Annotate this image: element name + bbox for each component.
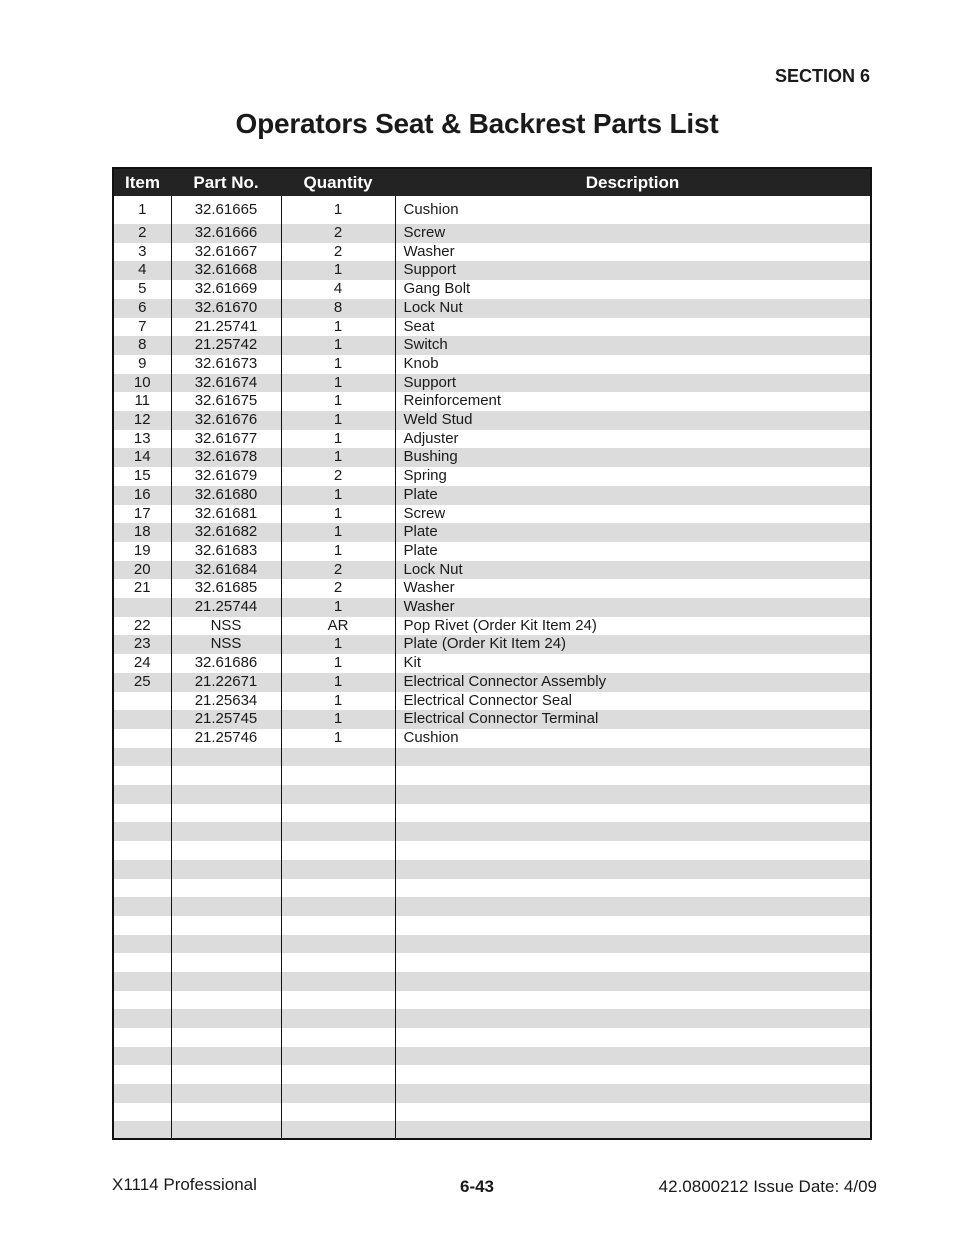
- item-cell: 4: [114, 261, 171, 280]
- empty-table-row: [114, 1065, 870, 1084]
- description-cell: [395, 748, 870, 767]
- quantity-cell: [281, 1121, 395, 1140]
- empty-table-row: [114, 822, 870, 841]
- table-row: [114, 261, 870, 280]
- description-cell: Plate: [395, 486, 870, 505]
- item-cell: 7: [138, 317, 147, 335]
- table-row: [114, 355, 870, 374]
- quantity-cell: [281, 879, 395, 898]
- quantity-cell: 1: [281, 336, 395, 355]
- column-header-description: Description: [395, 169, 870, 196]
- quantity-cell: [281, 860, 395, 879]
- part-number-cell: [171, 897, 281, 916]
- table-row: [114, 654, 870, 673]
- item-cell: [114, 710, 171, 729]
- description-cell: Plate: [395, 523, 870, 542]
- description-cell: [395, 879, 870, 898]
- quantity-cell: [281, 785, 395, 804]
- item-cell: [114, 860, 171, 879]
- description-cell: Pop Rivet (Order Kit Item 24): [395, 617, 870, 636]
- item-cell: 8: [114, 336, 171, 355]
- quantity-cell: [281, 841, 395, 860]
- item-cell: 25: [114, 673, 171, 692]
- table-row: [114, 224, 870, 243]
- quantity-cell: 2: [281, 467, 395, 486]
- description-cell: [395, 1047, 870, 1066]
- empty-table-row: [114, 1028, 870, 1047]
- table-row: [114, 729, 870, 748]
- table-row: [114, 692, 870, 711]
- empty-table-row: [114, 1103, 870, 1122]
- part-number-cell: 21.25744: [171, 598, 281, 617]
- table-row: [114, 598, 870, 617]
- item-cell: [114, 1121, 171, 1140]
- part-number-cell: 21.25745: [171, 710, 281, 729]
- description-cell: Support: [395, 261, 870, 280]
- description-cell: Reinforcement: [395, 392, 870, 411]
- item-cell: [114, 748, 171, 767]
- empty-table-row: [114, 1009, 870, 1028]
- table-row: [114, 673, 870, 692]
- part-number-cell: [171, 879, 281, 898]
- quantity-cell: 1: [281, 673, 395, 692]
- description-cell: Washer: [395, 243, 870, 262]
- item-cell: [114, 785, 171, 804]
- description-cell: [395, 897, 870, 916]
- description-cell: Bushing: [395, 448, 870, 467]
- quantity-cell: 1: [281, 635, 395, 654]
- quantity-cell: 1: [281, 598, 395, 617]
- part-number-cell: [171, 953, 281, 972]
- item-cell: [114, 935, 171, 954]
- part-number-cell: [171, 935, 281, 954]
- part-number-cell: [171, 1009, 281, 1028]
- quantity-cell: 1: [281, 542, 395, 561]
- empty-table-row: [114, 897, 870, 916]
- description-cell: Seat: [395, 318, 870, 337]
- quantity-cell: [281, 1047, 395, 1066]
- part-number-cell: [171, 916, 281, 935]
- empty-table-row: [114, 748, 870, 767]
- item-cell: 24: [133, 654, 151, 672]
- quantity-cell: [281, 935, 395, 954]
- quantity-cell: 1: [281, 692, 395, 711]
- description-cell: [395, 1103, 870, 1122]
- quantity-cell: 4: [281, 280, 395, 299]
- item-cell: 18: [114, 523, 171, 542]
- table-row: [114, 430, 870, 449]
- item-cell: [114, 972, 171, 991]
- item-cell: 20: [114, 561, 171, 580]
- item-cell: [114, 1084, 171, 1103]
- part-number-cell: [171, 972, 281, 991]
- quantity-cell: 1: [281, 355, 395, 374]
- part-number-cell: 32.61686: [171, 654, 281, 673]
- part-number-cell: [171, 1065, 281, 1084]
- description-cell: [395, 804, 870, 823]
- table-row: [114, 318, 870, 337]
- item-cell: [114, 1009, 171, 1028]
- section-label: SECTION 6: [774, 66, 870, 86]
- part-number-cell: 32.61683: [171, 542, 281, 561]
- quantity-cell: 1: [281, 505, 395, 524]
- quantity-cell: 2: [281, 224, 395, 243]
- quantity-cell: [281, 991, 395, 1010]
- empty-table-row: [114, 1047, 870, 1066]
- table-row: [114, 635, 870, 654]
- description-cell: Spring: [395, 467, 870, 486]
- item-cell: [114, 804, 171, 823]
- part-number-cell: 32.61682: [171, 523, 281, 542]
- quantity-cell: 1: [281, 710, 395, 729]
- item-cell: 22: [133, 616, 151, 634]
- item-cell: [114, 692, 171, 711]
- description-cell: [395, 972, 870, 991]
- description-cell: [395, 822, 870, 841]
- description-cell: [395, 1028, 870, 1047]
- item-cell: 13: [133, 429, 151, 447]
- part-number-cell: [171, 804, 281, 823]
- item-cell: [114, 598, 171, 617]
- empty-table-row: [114, 935, 870, 954]
- part-number-cell: [171, 1121, 281, 1140]
- quantity-cell: [281, 916, 395, 935]
- item-cell: 17: [133, 504, 151, 522]
- table-row: [114, 542, 870, 561]
- description-cell: [395, 841, 870, 860]
- description-cell: Cushion: [395, 196, 870, 224]
- quantity-cell: 1: [281, 654, 395, 673]
- column-header-part-no: Part No.: [171, 169, 281, 196]
- empty-table-row: [114, 785, 870, 804]
- empty-table-row: [114, 860, 870, 879]
- quantity-cell: 2: [281, 561, 395, 580]
- quantity-cell: [281, 766, 395, 785]
- part-number-cell: [171, 841, 281, 860]
- item-cell: [114, 822, 171, 841]
- empty-table-row: [114, 766, 870, 785]
- item-cell: 6: [114, 299, 171, 318]
- quantity-cell: [281, 1028, 395, 1047]
- part-number-cell: NSS: [171, 635, 281, 654]
- item-cell: [114, 1103, 171, 1122]
- quantity-cell: [281, 1084, 395, 1103]
- part-number-cell: 32.61684: [171, 561, 281, 580]
- part-number-cell: [171, 822, 281, 841]
- quantity-cell: 1: [281, 729, 395, 748]
- quantity-cell: 8: [281, 299, 395, 318]
- item-cell: 11: [134, 392, 151, 410]
- description-cell: Lock Nut: [395, 299, 870, 318]
- part-number-cell: 32.61675: [171, 392, 281, 411]
- part-number-cell: 32.61674: [171, 374, 281, 393]
- description-cell: Electrical Connector Terminal: [395, 710, 870, 729]
- part-number-cell: [171, 766, 281, 785]
- item-cell: 3: [138, 242, 147, 260]
- part-number-cell: [171, 860, 281, 879]
- table-row: [114, 579, 870, 598]
- quantity-cell: [281, 748, 395, 767]
- quantity-cell: 1: [281, 448, 395, 467]
- part-number-cell: 21.25741: [171, 318, 281, 337]
- description-cell: [395, 1121, 870, 1140]
- quantity-cell: [281, 972, 395, 991]
- table-row: [114, 392, 870, 411]
- quantity-cell: 1: [281, 523, 395, 542]
- part-number-cell: [171, 1084, 281, 1103]
- part-number-cell: 21.22671: [171, 673, 281, 692]
- quantity-cell: 2: [281, 579, 395, 598]
- item-cell: [114, 879, 171, 898]
- part-number-cell: 32.61667: [171, 243, 281, 262]
- part-number-cell: 32.61681: [171, 505, 281, 524]
- column-header-quantity: Quantity: [281, 169, 395, 196]
- table-row: [114, 243, 870, 262]
- quantity-cell: AR: [281, 617, 395, 636]
- description-cell: Plate: [395, 542, 870, 561]
- description-cell: Plate (Order Kit Item 24): [395, 635, 870, 654]
- quantity-cell: 1: [281, 196, 395, 224]
- item-cell: [114, 729, 171, 748]
- empty-table-row: [114, 1121, 870, 1140]
- description-cell: [395, 991, 870, 1010]
- quantity-cell: 2: [281, 243, 395, 262]
- item-cell: 1: [138, 201, 147, 218]
- part-number-cell: [171, 1028, 281, 1047]
- table-row: [114, 523, 870, 542]
- part-number-cell: 32.61676: [171, 411, 281, 430]
- page-title: Operators Seat & Backrest Parts List: [235, 108, 719, 139]
- table-row: [114, 710, 870, 729]
- table-row: [114, 336, 870, 355]
- description-cell: Kit: [395, 654, 870, 673]
- table-row: [114, 505, 870, 524]
- item-cell: [114, 897, 171, 916]
- item-cell: [114, 1047, 171, 1066]
- item-cell: 14: [114, 448, 171, 467]
- empty-table-row: [114, 804, 870, 823]
- quantity-cell: [281, 804, 395, 823]
- part-number-cell: [171, 1047, 281, 1066]
- parts-table: [112, 167, 872, 1140]
- item-cell: [114, 1028, 171, 1047]
- part-number-cell: 32.61666: [171, 224, 281, 243]
- table-header-row: [114, 169, 870, 196]
- description-cell: Screw: [395, 505, 870, 524]
- item-cell: 2: [114, 224, 171, 243]
- part-number-cell: 21.25634: [171, 692, 281, 711]
- table-row: [114, 486, 870, 505]
- part-number-cell: [171, 991, 281, 1010]
- part-number-cell: NSS: [171, 617, 281, 636]
- description-cell: [395, 1009, 870, 1028]
- table-row: [114, 299, 870, 318]
- item-cell: [114, 766, 171, 785]
- part-number-cell: 32.61668: [171, 261, 281, 280]
- description-cell: [395, 766, 870, 785]
- part-number-cell: [171, 748, 281, 767]
- description-cell: [395, 935, 870, 954]
- empty-table-row: [114, 972, 870, 991]
- item-cell: 15: [133, 467, 151, 485]
- part-number-cell: 32.61677: [171, 430, 281, 449]
- table-row: [114, 467, 870, 486]
- quantity-cell: [281, 897, 395, 916]
- item-cell: [114, 953, 171, 972]
- part-number-cell: 32.61679: [171, 467, 281, 486]
- description-cell: Electrical Connector Assembly: [395, 673, 870, 692]
- part-number-cell: 32.61665: [171, 196, 281, 224]
- table-row: [114, 411, 870, 430]
- item-cell: [114, 1065, 171, 1084]
- item-cell: 19: [133, 541, 151, 559]
- quantity-cell: 1: [281, 430, 395, 449]
- description-cell: Gang Bolt: [395, 280, 870, 299]
- description-cell: [395, 953, 870, 972]
- table-row: [114, 374, 870, 393]
- part-number-cell: 32.61670: [171, 299, 281, 318]
- quantity-cell: [281, 953, 395, 972]
- part-number-cell: 32.61680: [171, 486, 281, 505]
- item-cell: [114, 841, 171, 860]
- description-cell: [395, 1065, 870, 1084]
- description-cell: [395, 916, 870, 935]
- description-cell: Support: [395, 374, 870, 393]
- item-cell: 16: [114, 486, 171, 505]
- description-cell: Knob: [395, 355, 870, 374]
- item-cell: 21: [133, 579, 151, 597]
- item-cell: 23: [114, 635, 171, 654]
- empty-table-row: [114, 991, 870, 1010]
- part-number-cell: 21.25742: [171, 336, 281, 355]
- description-cell: Switch: [395, 336, 870, 355]
- description-cell: [395, 785, 870, 804]
- description-cell: Adjuster: [395, 430, 870, 449]
- quantity-cell: 1: [281, 261, 395, 280]
- quantity-cell: [281, 822, 395, 841]
- footer-issue-date: 42.0800212 Issue Date: 4/09: [658, 1177, 877, 1196]
- table-row: [114, 617, 870, 636]
- part-number-cell: 32.61685: [171, 579, 281, 598]
- quantity-cell: 1: [281, 411, 395, 430]
- quantity-cell: 1: [281, 486, 395, 505]
- quantity-cell: 1: [281, 392, 395, 411]
- description-cell: Washer: [395, 598, 870, 617]
- part-number-cell: [171, 1103, 281, 1122]
- item-cell: 10: [114, 374, 171, 393]
- description-cell: Electrical Connector Seal: [395, 692, 870, 711]
- description-cell: [395, 860, 870, 879]
- empty-table-row: [114, 879, 870, 898]
- item-cell: [114, 991, 171, 1010]
- item-cell: 9: [138, 354, 147, 372]
- table-row: [114, 561, 870, 580]
- description-cell: Cushion: [395, 729, 870, 748]
- quantity-cell: 1: [281, 374, 395, 393]
- empty-table-row: [114, 841, 870, 860]
- part-number-cell: 32.61669: [171, 280, 281, 299]
- description-cell: Washer: [395, 579, 870, 598]
- description-cell: Lock Nut: [395, 561, 870, 580]
- empty-table-row: [114, 916, 870, 935]
- quantity-cell: 1: [281, 318, 395, 337]
- quantity-cell: [281, 1103, 395, 1122]
- footer-model: X1114 Professional: [112, 1175, 257, 1194]
- part-number-cell: [171, 785, 281, 804]
- part-number-cell: 32.61678: [171, 448, 281, 467]
- item-cell: [114, 916, 171, 935]
- page-number: 6-43: [459, 1177, 495, 1196]
- table-row: [114, 280, 870, 299]
- item-cell: 5: [138, 280, 147, 298]
- description-cell: [395, 1084, 870, 1103]
- description-cell: Weld Stud: [395, 411, 870, 430]
- description-cell: Screw: [395, 224, 870, 243]
- part-number-cell: 32.61673: [171, 355, 281, 374]
- empty-table-row: [114, 953, 870, 972]
- item-cell: 12: [114, 411, 171, 430]
- table-row: [114, 196, 870, 224]
- quantity-cell: [281, 1065, 395, 1084]
- part-number-cell: 21.25746: [171, 729, 281, 748]
- empty-table-row: [114, 1084, 870, 1103]
- quantity-cell: [281, 1009, 395, 1028]
- table-row: [114, 448, 870, 467]
- column-header-item: Item: [114, 169, 171, 196]
